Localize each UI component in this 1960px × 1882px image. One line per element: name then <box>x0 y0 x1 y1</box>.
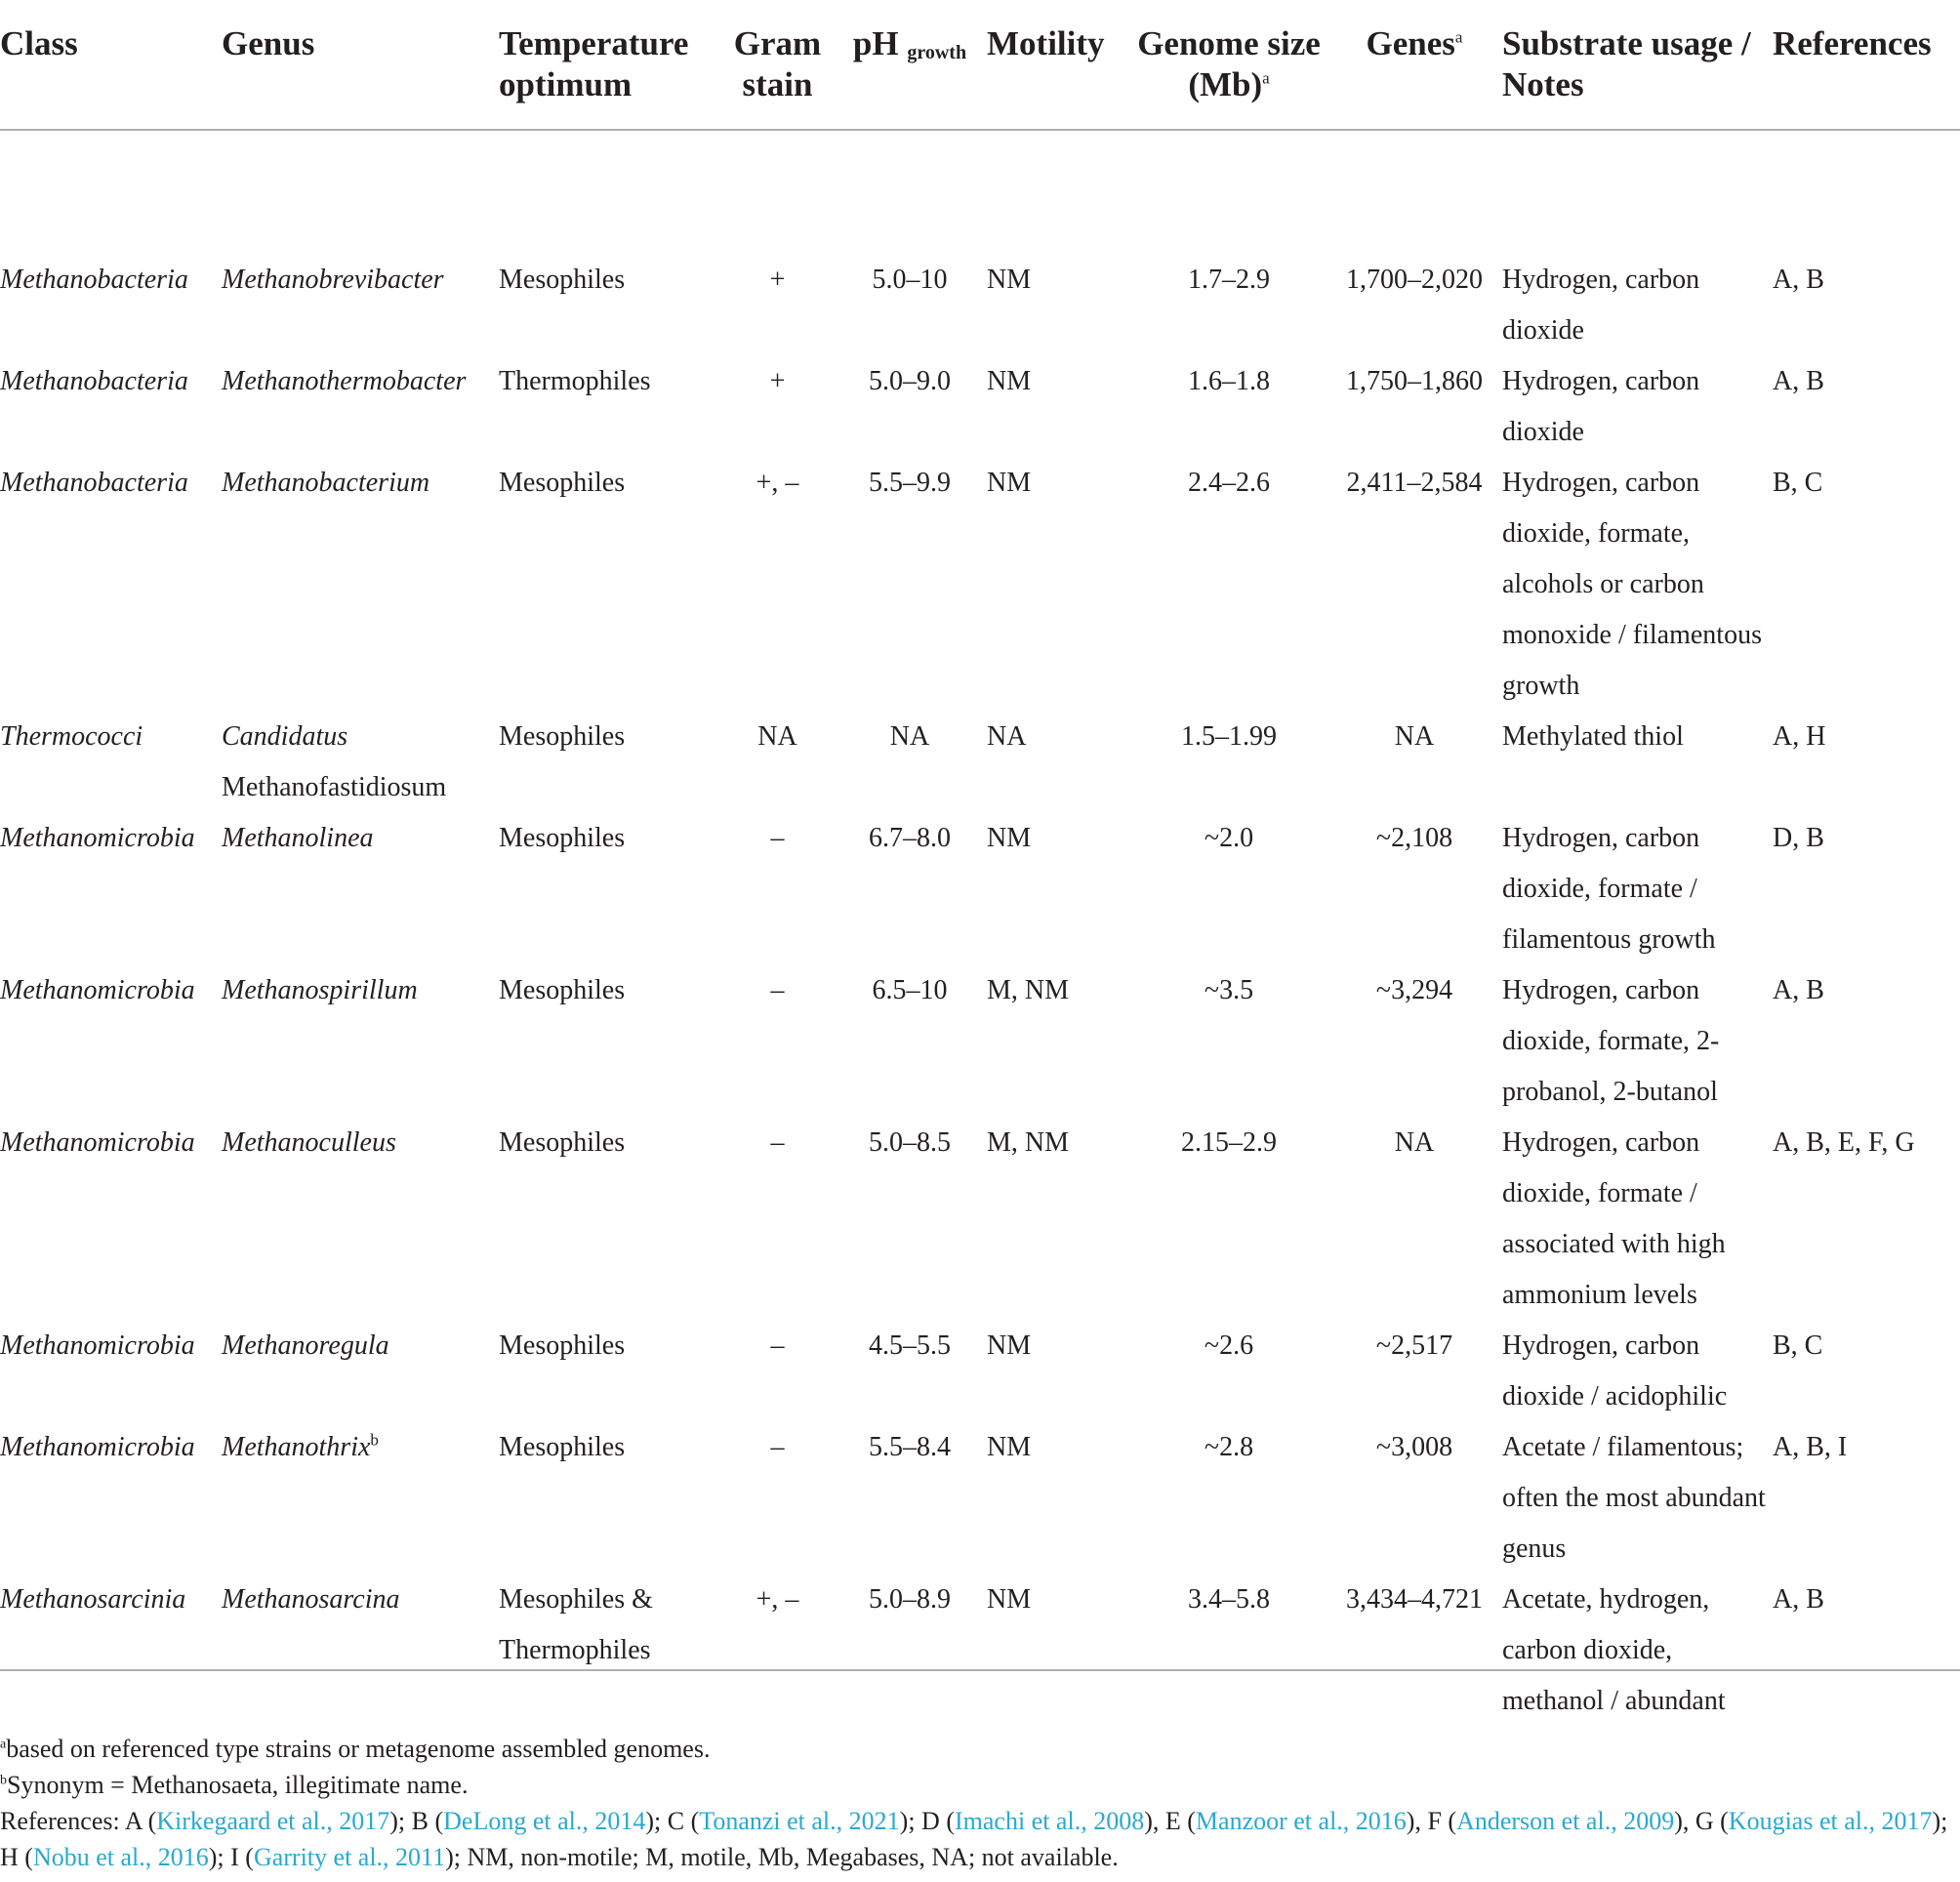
cell-gram: + <box>769 366 786 396</box>
ref-link-e[interactable]: Manzoor et al., 2016 <box>1195 1807 1407 1835</box>
table-row <box>0 1118 1960 1321</box>
cell-references: A, B <box>1773 975 1824 1005</box>
cell-gram: +, – <box>755 468 799 498</box>
cell-references: B, C <box>1773 1330 1823 1361</box>
cell-temperature: Mesophiles <box>499 975 626 1005</box>
col-header-gram: Gram stain <box>722 0 833 130</box>
cell-class: Methanomicrobia <box>0 1432 195 1462</box>
cell-gram: + <box>769 265 786 295</box>
cell-class: Methanobacteria <box>0 366 188 396</box>
col-header-genus: Genus <box>222 0 499 130</box>
table-footnotes <box>0 1731 1960 1875</box>
cell-genus: Methanoculleus <box>222 1127 396 1158</box>
ref-link-a[interactable]: Kirkegaard et al., 2017 <box>156 1807 390 1835</box>
col-header-ph: pH growth <box>833 0 987 130</box>
cell-gram: – <box>770 1432 785 1462</box>
cell-genes: ~2,517 <box>1375 1330 1453 1361</box>
cell-genes: ~3,294 <box>1375 975 1453 1005</box>
cell-genus: Methanolinea <box>222 823 374 853</box>
table-row <box>0 813 1960 965</box>
cell-genes: 1,700–2,020 <box>1346 265 1483 295</box>
ref-link-h[interactable]: Nobu et al., 2016 <box>32 1843 209 1871</box>
cell-substrate: Hydrogen, carbon dioxide / acidophilic <box>1502 1330 1728 1412</box>
cell-genome: 1.7–2.9 <box>1188 265 1270 295</box>
cell-references: B, C <box>1773 468 1823 498</box>
cell-genome: ~2.6 <box>1204 1330 1254 1361</box>
col-header-temperature: Temperature optimum <box>499 0 722 130</box>
cell-class: Methanomicrobia <box>0 1330 195 1361</box>
cell-genes: NA <box>1394 1127 1435 1158</box>
col-header-class: Class <box>0 0 222 130</box>
table-row <box>0 458 1960 712</box>
footnote-b: $^b$Synonym = Methanosaeta, illegitimate name. <box>0 1771 469 1799</box>
cell-class: Methanosarcinia <box>0 1584 186 1615</box>
cell-motility: NM <box>987 1330 1032 1361</box>
cell-genus: Methanobrevibacter <box>222 265 444 295</box>
cell-temperature: Mesophiles <box>499 1432 626 1462</box>
cell-references: D, B <box>1773 823 1824 853</box>
cell-substrate: Methylated thiol <box>1502 721 1684 752</box>
cell-temperature: Mesophiles <box>499 468 626 498</box>
cell-temperature: Mesophiles <box>499 823 626 853</box>
cell-genes: ~2,108 <box>1375 823 1453 853</box>
table-row <box>0 130 1960 356</box>
cell-motility: NM <box>987 1432 1032 1462</box>
cell-motility: NM <box>987 265 1032 295</box>
col-header-motility: Motility <box>987 0 1131 130</box>
cell-genome: 2.15–2.9 <box>1181 1127 1277 1158</box>
cell-substrate: Hydrogen, carbon dioxide <box>1502 366 1700 447</box>
cell-substrate: Hydrogen, carbon dioxide, formate / filamentous growth <box>1502 823 1716 955</box>
cell-gram: – <box>770 975 785 1005</box>
cell-temperature: Mesophiles <box>499 1127 626 1158</box>
ref-link-i[interactable]: Garrity et al., 2011 <box>253 1843 446 1871</box>
cell-motility: NM <box>987 1584 1032 1615</box>
cell-genus: Methanothermobacter <box>222 366 467 396</box>
cell-genus: Methanosarcina <box>222 1584 400 1615</box>
cell-genome: 1.5–1.99 <box>1181 721 1277 752</box>
cell-gram: – <box>770 823 785 853</box>
cell-temperature: Mesophiles <box>499 1330 626 1361</box>
cell-references: A, B, E, F, G <box>1773 1127 1915 1158</box>
cell-substrate: Acetate, hydrogen, carbon dioxide, methanol / abundant <box>1502 1584 1726 1716</box>
cell-motility: NM <box>987 468 1032 498</box>
cell-ph: 5.5–8.4 <box>869 1432 951 1462</box>
cell-references: A, H <box>1773 721 1826 752</box>
cell-genus: Methanobacterium <box>222 468 430 498</box>
cell-motility: M, NM <box>987 975 1070 1005</box>
cell-class: Methanomicrobia <box>0 823 195 853</box>
cell-ph: 4.5–5.5 <box>869 1330 951 1361</box>
cell-substrate: Hydrogen, carbon dioxide <box>1502 265 1700 346</box>
table-row <box>0 712 1960 813</box>
cell-genus: Methanothrix$^b$ <box>222 1430 379 1462</box>
cell-class: Methanomicrobia <box>0 975 195 1005</box>
cell-genome: ~3.5 <box>1204 975 1254 1005</box>
ref-link-d[interactable]: Imachi et al., 2008 <box>954 1807 1145 1835</box>
cell-substrate: Hydrogen, carbon dioxide, formate, 2-probanol, 2-butanol <box>1502 975 1720 1107</box>
header-row <box>0 0 1960 130</box>
cell-temperature: Mesophiles <box>499 721 626 752</box>
cell-class: Thermococci <box>0 721 143 752</box>
cell-class: Methanobacteria <box>0 265 188 295</box>
table-row <box>0 1321 1960 1422</box>
cell-motility: M, NM <box>987 1127 1070 1158</box>
table-row <box>0 356 1960 458</box>
footnote-a: $^a$based on referenced type strains or metagenome assembled genomes. <box>0 1735 711 1763</box>
cell-references: A, B <box>1773 366 1824 396</box>
cell-ph: 5.0–10 <box>872 265 948 295</box>
table-row <box>0 965 1960 1118</box>
cell-ph: 5.0–8.5 <box>869 1127 951 1158</box>
cell-genes: 1,750–1,860 <box>1346 366 1483 396</box>
cell-temperature: Thermophiles <box>499 366 651 396</box>
cell-substrate: Hydrogen, carbon dioxide, formate / associated with high ammonium levels <box>1502 1127 1726 1310</box>
cell-class: Methanobacteria <box>0 468 188 498</box>
cell-gram: NA <box>757 721 797 752</box>
cell-temperature: Mesophiles <box>499 265 626 295</box>
cell-genome: 1.6–1.8 <box>1188 366 1270 396</box>
cell-genome: 2.4–2.6 <box>1188 468 1270 498</box>
table-bottom-rule <box>0 1669 1960 1671</box>
footnote-references: References: A (Kirkegaard et al., 2017); B (DeLong et al., 2014); C (Tonanzi et al., 2021); D (Imachi et al., 2008), E (Manzoor et al., 2016), F (Anderson et al., 2009), G (Kougias et al., 2017); H (Nobu et al., 2016); I (Garrity et al., 2011); NM, non-motile; M, motile, Mb, Megabases, NA; not available. <box>0 1807 1948 1871</box>
ref-link-b[interactable]: DeLong et al., 2014 <box>443 1807 646 1835</box>
cell-ph: NA <box>889 721 930 752</box>
cell-substrate: Acetate / filamentous; often the most abundant genus <box>1502 1432 1766 1564</box>
col-header-genes: Genes$^a$ <box>1327 0 1502 130</box>
cell-references: A, B <box>1773 265 1824 295</box>
cell-genes: 2,411–2,584 <box>1346 468 1483 498</box>
cell-references: A, B <box>1773 1584 1824 1615</box>
table-row <box>0 1422 1960 1575</box>
cell-references: A, B, I <box>1773 1432 1848 1462</box>
cell-genes: ~3,008 <box>1375 1432 1453 1462</box>
col-header-genome: Genome size $(Mb)^a$ <box>1131 0 1327 130</box>
cell-ph: 5.0–8.9 <box>869 1584 951 1615</box>
cell-gram: – <box>770 1330 785 1361</box>
col-header-references: References <box>1773 0 1960 130</box>
cell-genes: 3,434–4,721 <box>1346 1584 1483 1615</box>
cell-class: Methanomicrobia <box>0 1127 195 1158</box>
table-body <box>0 130 1960 1727</box>
cell-substrate: Hydrogen, carbon dioxide, formate, alcohols or carbon monoxide / filamentous growth <box>1502 468 1762 701</box>
cell-genes: NA <box>1394 721 1435 752</box>
cell-temperature: Mesophiles & Thermophiles <box>499 1584 653 1665</box>
cell-ph: 6.7–8.0 <box>869 823 951 853</box>
cell-genome: 3.4–5.8 <box>1188 1584 1270 1615</box>
ref-link-c[interactable]: Tonanzi et al., 2021 <box>699 1807 900 1835</box>
cell-gram: +, – <box>755 1584 799 1615</box>
col-header-substrate: Substrate usage / Notes <box>1502 0 1773 130</box>
cell-motility: NM <box>987 366 1032 396</box>
cell-genus: Methanoregula <box>222 1330 389 1361</box>
cell-ph: 5.0–9.0 <box>869 366 951 396</box>
cell-motility: NM <box>987 823 1032 853</box>
cell-genus: Candidatus Methanofastidiosum <box>222 721 447 802</box>
cell-ph: 5.5–9.9 <box>869 468 951 498</box>
cell-gram: – <box>770 1127 785 1158</box>
cell-ph: 6.5–10 <box>872 975 948 1005</box>
cell-genome: ~2.0 <box>1204 823 1254 853</box>
table-row <box>0 1575 1960 1727</box>
ref-link-g[interactable]: Kougias et al., 2017 <box>1728 1807 1933 1835</box>
ref-link-f[interactable]: Anderson et al., 2009 <box>1456 1807 1675 1835</box>
cell-genus: Methanospirillum <box>222 975 418 1005</box>
cell-genome: ~2.8 <box>1204 1432 1254 1462</box>
cell-motility: NA <box>987 721 1027 752</box>
